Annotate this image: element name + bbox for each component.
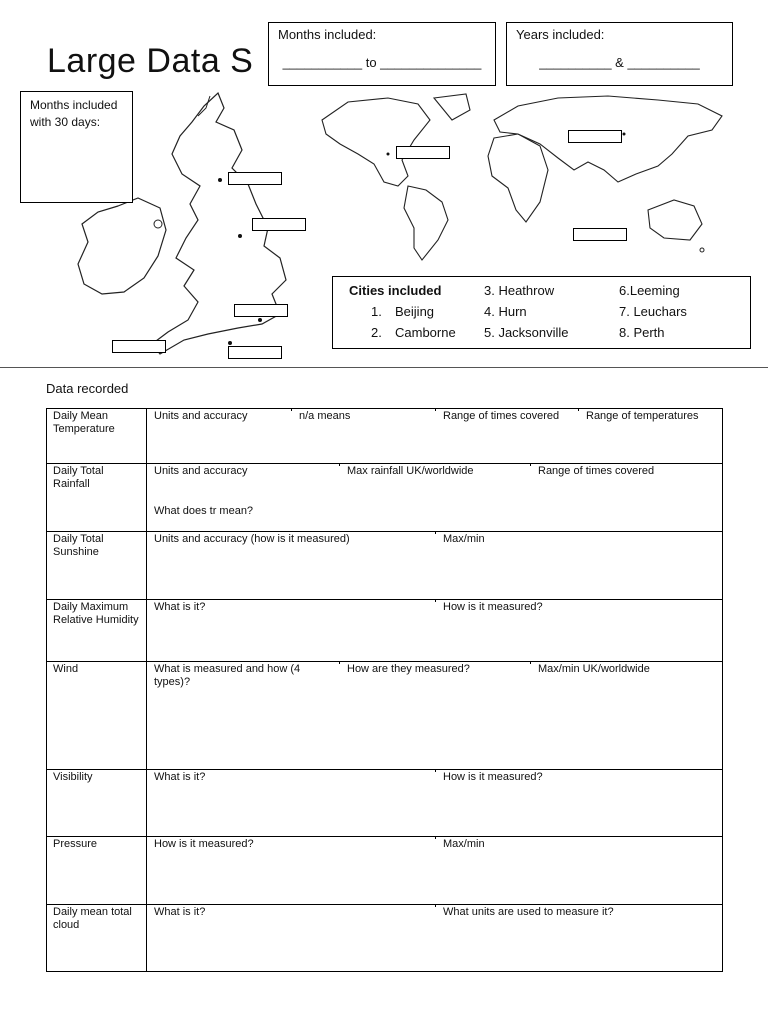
row-label: Daily Maximum Relative Humidity [53,601,139,626]
row-label: Daily Total Rainfall [53,465,104,490]
input-cell[interactable]: How is it measured? [154,838,254,850]
input-cell[interactable]: Max/min [435,837,722,839]
city-item: 7. Leuchars [619,304,687,319]
input-cell[interactable]: What is it? [154,601,206,613]
map-label-box[interactable] [228,172,282,185]
input-cell[interactable] [147,464,339,517]
map-label-box[interactable] [573,228,627,241]
table-row [47,532,723,600]
months-included-box [268,22,496,86]
cell-prompt: Units and accuracy [154,465,248,477]
cities-header: Cities included [349,283,442,298]
map-label-box[interactable] [228,346,282,359]
input-cell[interactable]: Max/min [435,532,722,534]
city-number: 1. [371,304,382,319]
months-included-blank[interactable]: ___________ to ______________ [282,55,482,70]
city-item: 8. Perth [619,325,665,340]
input-cell[interactable]: Units and accuracy [154,410,248,422]
years-included-label: Years included: [516,27,605,42]
city-item: Beijing [395,304,435,319]
divider [0,367,768,368]
world-map-image [318,90,732,268]
table-row [47,905,723,972]
months-included-label: Months included: [278,27,377,42]
input-cell[interactable]: Range of times covered [530,464,722,466]
city-item: 5. Jacksonville [484,325,569,340]
input-cell[interactable]: What is it? [154,771,206,783]
cell-prompt: What does tr mean? [154,505,254,517]
input-cell[interactable]: Units and accuracy (how is it measured) [154,533,350,545]
table-row [47,600,723,662]
input-cell[interactable]: What is it? [154,906,206,918]
data-recorded-table [46,408,723,972]
row-label: Daily Total Sunshine [53,533,104,558]
city-item: Camborne [395,325,456,340]
table-row [47,770,723,837]
city-item: 3. Heathrow [484,283,555,298]
data-recorded-heading: Data recorded [46,381,129,396]
input-cell[interactable]: Max/min UK/worldwide [530,662,722,664]
row-label: Daily mean total cloud [53,906,132,931]
input-cell[interactable]: How are they measured? [339,662,530,664]
input-cell[interactable]: How is it measured? [435,770,722,772]
page-title: Large Data S [47,42,254,80]
city-number: 2. [371,325,382,340]
input-cell[interactable]: Max rainfall UK/worldwide [339,464,530,466]
months-30-days-box[interactable] [20,91,133,203]
months-30-days-label: Months included with 30 days: [30,98,118,129]
input-cell[interactable]: How is it measured? [435,600,722,602]
city-item: 4. Hurn [484,304,527,319]
row-label: Visibility [53,771,93,783]
city-item: 6.Leeming [619,283,680,298]
table-row [47,662,723,770]
row-label: Pressure [53,838,98,850]
table-row [47,464,723,532]
input-cell[interactable]: Range of times covered [435,409,578,411]
input-cell[interactable]: Range of temperatures [578,409,722,411]
map-label-box[interactable] [396,146,450,159]
table-row [47,837,723,905]
map-label-box[interactable] [568,130,622,143]
cities-included-box [332,276,751,349]
row-label: Wind [53,663,79,675]
input-cell[interactable]: What units are used to measure it? [435,905,722,907]
row-label: Daily Mean Temperature [53,410,115,435]
map-label-box[interactable] [252,218,306,231]
map-label-box[interactable] [234,304,288,317]
input-cell[interactable]: n/a means [291,409,435,411]
input-cell[interactable]: What is measured and how (4 types)? [154,663,301,688]
map-label-box[interactable] [112,340,166,353]
years-included-box [506,22,733,86]
years-included-blank[interactable]: __________ & __________ [539,55,700,70]
table-row [47,409,723,464]
